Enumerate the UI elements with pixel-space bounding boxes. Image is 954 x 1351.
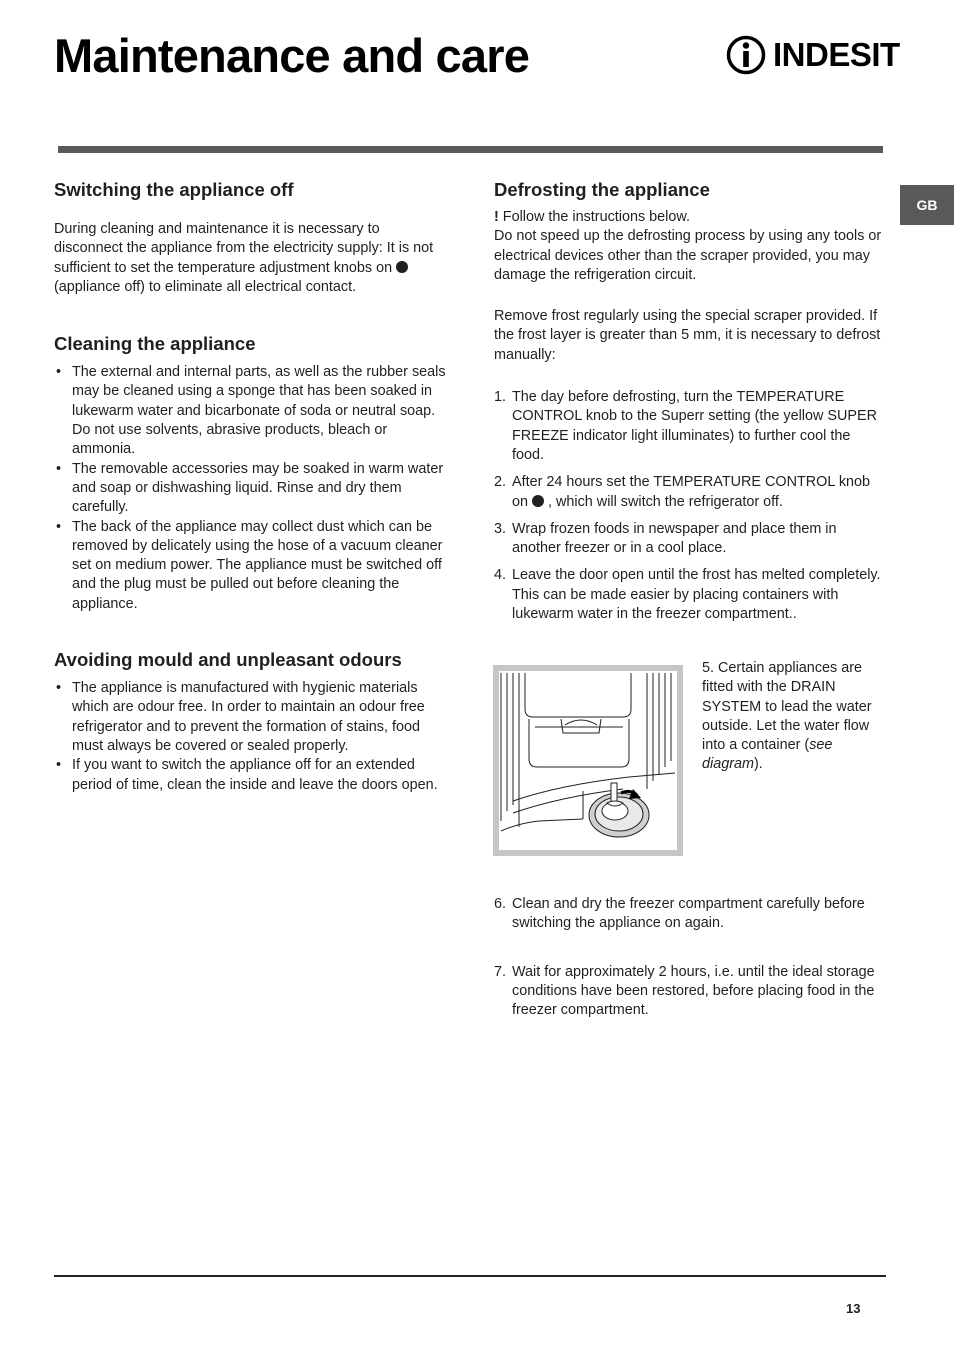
- cleaning-list: [54, 363, 449, 614]
- list-item: • The appliance is manufactured with hygienic materials which are odour free. In order to maintain an odour free refrigerator and to prevent the formation of stains, food must always be covered or sealed properly.: [54, 679, 449, 756]
- defrost-warning-detail: Do not speed up the defrosting process by using any tools or electrical devices other than the scraper provided, you may damage the refrigeration circuit.: [494, 228, 882, 283]
- cleaning-heading: Cleaning the appliance: [54, 333, 256, 355]
- mould-list: [54, 679, 449, 795]
- mould-heading: Avoiding mould and unpleasant odours: [54, 649, 402, 671]
- language-tab: GB: [900, 185, 954, 225]
- brand-name: INDESIT: [773, 36, 900, 73]
- defrosting-heading: Defrosting the appliance: [494, 179, 710, 200]
- defrost-intro: Remove frost regularly using the special scraper provided. If the frost layer is greater than 5 mm, it is necessary to defrost manually:: [494, 308, 881, 363]
- switching-off-paragraph: During cleaning and maintenance it is necessary to disconnect the appliance from the electricity supply: It is not sufficient to set the temperature adjustment knobs on (appliance off) to eliminate all electrical contact.: [54, 221, 434, 295]
- top-divider: [58, 146, 883, 153]
- list-item: • If you want to switch the appliance off for an extended period of time, clean the inside and leave the doors open.: [54, 756, 449, 795]
- drain-system-diagram: [493, 665, 683, 856]
- defrost-warning: ! Follow the instructions below.: [494, 209, 690, 225]
- list-item: • The removable accessories may be soaked in warm water and soap or dishwashing liquid. Rinse and dry them carefully.: [54, 460, 449, 518]
- bottom-divider: [54, 1275, 886, 1277]
- step-item: 5. Certain appliances are fitted with the DRAIN SYSTEM to lead the water outside. Let the water flow into a container (see diagram).: [702, 660, 872, 773]
- step-item: 7. Wait for approximately 2 hours, i.e. until the ideal storage conditions have been restored, before placing food in the freezer compartment.: [494, 963, 875, 1019]
- warning-mark: !: [494, 209, 499, 225]
- brand-logo: [725, 33, 900, 77]
- list-item: • The external and internal parts, as well as the rubber seals may be cleaned using a sponge that has been soaked in lukewarm water and bicarbonate of soda or neutral soap. Do not use solvents, abrasive products, bleach or ammonia.: [54, 363, 449, 459]
- switching-off-heading: Switching the appliance off: [54, 179, 294, 200]
- indesit-i-icon: [725, 33, 767, 77]
- step-item: 6. Clean and dry the freezer compartment carefully before switching the appliance on again.: [494, 896, 865, 932]
- freezer-drain-illustration: [499, 671, 677, 850]
- step-item: 2. After 24 hours set the TEMPERATURE CONTROL knob on , which will switch the refrigerator off.: [494, 474, 871, 510]
- off-position-dot-icon: [532, 495, 544, 507]
- step-item: 4. Leave the door open until the frost has melted completely. This can be made easier by placing containers with lukewarm water in the freezer compartment..: [494, 567, 881, 623]
- defrost-steps: [494, 388, 884, 624]
- defrost-steps-continued: [494, 895, 884, 1020]
- step-item: 3. Wrap frozen foods in newspaper and place them in another freezer or in a cool place.: [494, 520, 837, 557]
- list-item: • The back of the appliance may collect dust which can be removed by delicately using the hose of a vacuum cleaner set on medium power. The appliance must be switched off and the plug must be pulled out before cleaning the appliance.: [54, 518, 449, 614]
- left-column: [54, 178, 449, 795]
- step-item: 1. The day before defrosting, turn the TEMPERATURE CONTROL knob to the Superr setting (the yellow SUPER FREEZE indicator light illuminates) to further cool the food.: [494, 389, 877, 463]
- page-number: 13: [846, 1301, 861, 1316]
- off-position-dot-icon: [396, 261, 408, 273]
- page-title: Maintenance and care: [54, 29, 530, 82]
